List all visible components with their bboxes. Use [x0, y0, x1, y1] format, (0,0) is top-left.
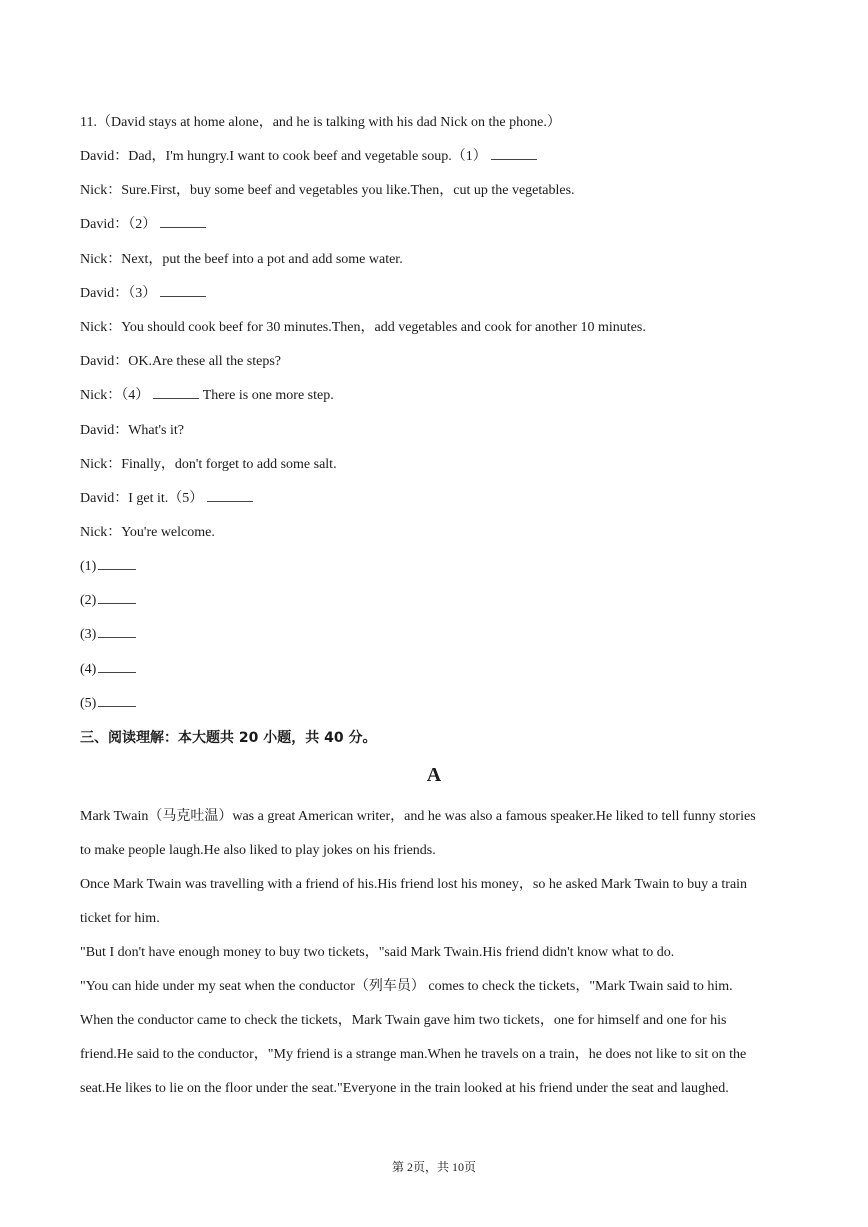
answer-blank[interactable]: [153, 386, 199, 399]
dialogue-line: [80, 318, 646, 338]
speaker-label: Nick：: [80, 251, 122, 267]
answer-blank[interactable]: [491, 147, 537, 160]
answer-number: (3): [80, 627, 97, 643]
dialogue-line: [80, 386, 334, 406]
passage-title: A: [426, 764, 442, 786]
answer-line: [80, 660, 136, 680]
answer-blank[interactable]: [98, 557, 136, 570]
passage-paragraph: [80, 800, 792, 868]
question-intro: 11.（David stays at home alone，and he is talking with his dad Nick on the phone.）: [80, 115, 561, 130]
dialogue-text: （4）: [121, 388, 150, 404]
dialogue-text: （3）: [128, 285, 157, 301]
answer-blank[interactable]: [98, 660, 136, 673]
paragraph-line: to make people laugh.He also liked to play jokes on his friends.: [80, 843, 436, 858]
dialogue-text: What's it?: [128, 422, 184, 438]
dialogue-text: Sure.First，buy some beef and vegetables you like.Then，cut up the vegetables.: [121, 183, 575, 199]
passage-paragraph: [80, 970, 792, 1106]
dialogue-text: Next，put the beef into a pot and add some water.: [121, 251, 403, 267]
paragraph-line: Mark Twain（马克吐温）was a great American writer，and he was also a famous speaker.He liked to tell funny stories: [80, 809, 756, 824]
answer-blank[interactable]: [98, 694, 136, 707]
speaker-label: Nick：: [80, 183, 122, 199]
dialogue-text: I get it.（5）: [128, 491, 204, 506]
speaker-label: Nick：: [80, 388, 122, 404]
passage-paragraph: [80, 936, 792, 970]
section-heading: 三、阅读理解：本大题共 20 小题，共 40 分。: [80, 730, 377, 746]
answer-line: [80, 625, 136, 645]
speaker-label: David：: [80, 491, 129, 506]
dialogue-text: OK.Are these all the steps?: [128, 354, 282, 370]
speaker-label: David：: [80, 422, 129, 438]
paragraph-line: "You can hide under my seat when the conductor（列车员） comes to check the tickets，"Mark Twain said to him.: [80, 979, 733, 994]
answer-blank[interactable]: [160, 215, 206, 228]
dialogue-line: [80, 215, 206, 235]
dialogue-line: [80, 284, 206, 304]
answer-number: (1): [80, 559, 97, 574]
dialogue-text: You should cook beef for 30 minutes.Then，add vegetables and cook for another 10 minutes.: [121, 320, 646, 335]
dialogue-text-after: There is one more step.: [199, 388, 334, 404]
speaker-label: David：: [80, 354, 129, 370]
speaker-label: Nick：: [80, 320, 122, 335]
answer-blank[interactable]: [207, 489, 253, 502]
answer-number: (2): [80, 593, 97, 609]
dialogue-line: [80, 352, 281, 372]
answer-line: [80, 557, 136, 577]
speaker-label: Nick：: [80, 456, 122, 472]
paragraph-line: seat.He likes to lie on the floor under the seat."Everyone in the train looked at his friend under the seat and laughed.: [80, 1081, 729, 1096]
dialogue-text: （2）: [128, 217, 157, 233]
dialogue-line: [80, 250, 403, 270]
answer-number: (5): [80, 695, 97, 711]
answer-blank[interactable]: [98, 625, 136, 638]
answer-number: (4): [80, 661, 97, 677]
speaker-label: David：: [80, 149, 129, 164]
answer-blank[interactable]: [160, 284, 206, 297]
paragraph-line: When the conductor came to check the tickets，Mark Twain gave him two tickets，one for himself and one for his: [80, 1013, 727, 1028]
page-footer: 第 2页，共 10页: [391, 1160, 476, 1174]
answer-line: [80, 694, 136, 714]
speaker-label: David：: [80, 217, 129, 233]
dialogue-text: Dad，I'm hungry.I want to cook beef and vegetable soup.（1）: [128, 149, 487, 164]
paragraph-line: "But I don't have enough money to buy two tickets，"said Mark Twain.His friend didn't know what to do.: [80, 945, 675, 960]
dialogue-line: [80, 489, 253, 509]
dialogue-line: [80, 147, 537, 167]
dialogue-text: You're welcome.: [121, 525, 215, 541]
dialogue-line: [80, 455, 337, 475]
passage-paragraph: [80, 868, 792, 936]
dialogue-line: [80, 523, 215, 543]
dialogue-line: [80, 181, 575, 201]
speaker-label: David：: [80, 285, 129, 301]
paragraph-line: friend.He said to the conductor，"My friend is a strange man.When he travels on a train，he does not like to sit on the: [80, 1047, 747, 1062]
dialogue-text: Finally，don't forget to add some salt.: [121, 456, 337, 472]
dialogue-line: [80, 421, 184, 441]
paragraph-line: Once Mark Twain was travelling with a friend of his.His friend lost his money，so he asked Mark Twain to buy a train: [80, 877, 748, 892]
paragraph-line: ticket for him.: [80, 911, 160, 926]
speaker-label: Nick：: [80, 525, 122, 541]
answer-line: [80, 591, 136, 611]
answer-blank[interactable]: [98, 591, 136, 604]
